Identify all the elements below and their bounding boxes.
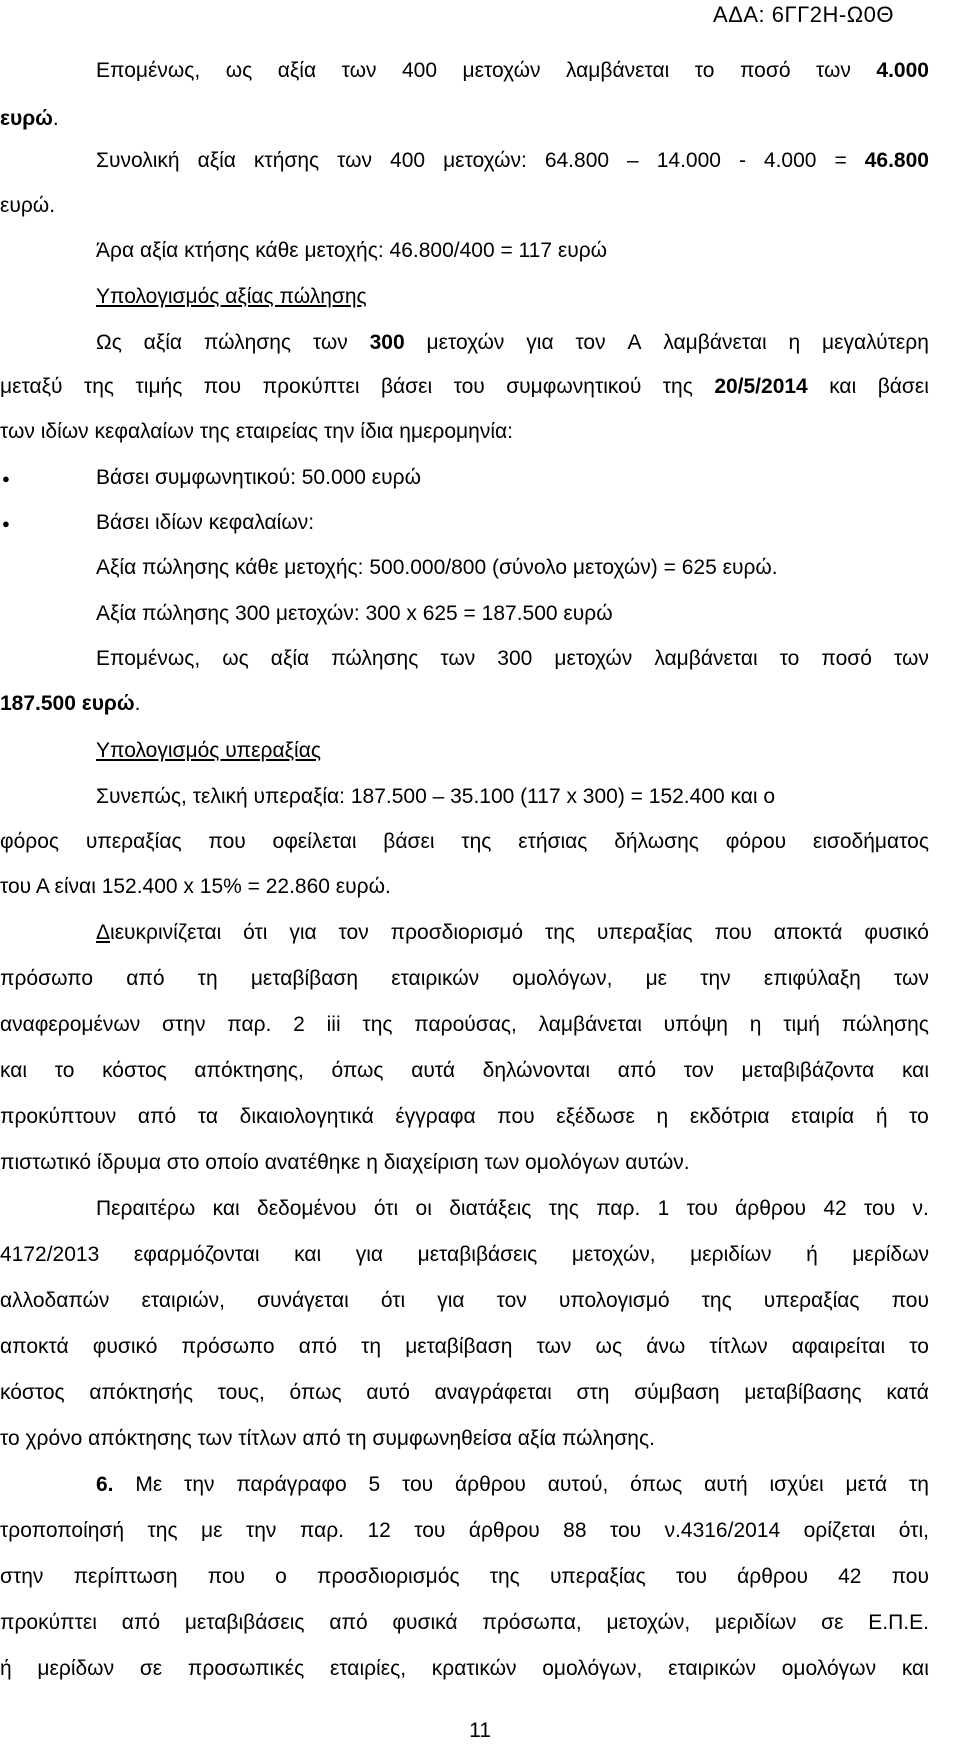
text-line: το χρόνο απόκτησης των τίτλων από τη συμφωνηθείσα αξία πώλησης. [0,1427,655,1450]
text-line: μεταξύ της τιμής που προκύπτει βάσει του συμφωνητικού της 20/5/2014 και βάσει [0,375,929,398]
text-line: αλλοδαπών εταιριών, συνάγεται ότι για τον υπολογισμό της υπεραξίας που [0,1289,929,1312]
text-line: ή μερίδων σε προσωπικές εταιρίες, κρατικών ομολόγων, εταιρικών ομολόγων και [0,1657,929,1680]
bullet-icon: ● [2,516,10,531]
text-line: τροποποίησή της με την παρ. 12 του άρθρου 88 του ν.4316/2014 ορίζεται ότι, [0,1519,929,1542]
text-line: στην περίπτωση που ο προσδιορισμός της υπεραξίας του άρθρου 42 που [0,1565,929,1588]
text-line: 6. Με την παράγραφο 5 του άρθρου αυτού, όπως αυτή ισχύει μετά τη [96,1473,929,1496]
text-line: 187.500 ευρώ. [0,692,141,715]
page-number: 11 [469,1719,491,1742]
text-line: αναφερομένων στην παρ. 2 iii της παρούσας, λαμβάνεται υπόψη η τιμή πώλησης [0,1013,929,1036]
text-line: του Α είναι 152.400 x 15% = 22.860 ευρώ. [0,875,391,898]
text-line: των ιδίων κεφαλαίων της εταιρείας την ίδια ημερομηνία: [0,420,513,443]
text-line: Βάσει ιδίων κεφαλαίων: [96,511,315,534]
text-line: Επομένως, ως αξία των 400 μετοχών λαμβάνεται το ποσό των 4.000 [96,59,929,82]
ada-header: ΑΔΑ: 6ΓΓ2Η-Ω0Θ [713,2,894,27]
text-line: προκύπτει από μεταβιβάσεις από φυσικά πρόσωπα, μετοχών, μεριδίων σε Ε.Π.Ε. [0,1611,929,1634]
text-line: Συνεπώς, τελική υπεραξία: 187.500 – 35.100 (117 x 300) = 152.400 και ο [96,785,776,808]
text-line: Περαιτέρω και δεδομένου ότι οι διατάξεις της παρ. 1 του άρθρου 42 του ν. [96,1197,929,1220]
text-line: Επομένως, ως αξία πώλησης των 300 μετοχών λαμβάνεται το ποσό των [96,647,929,670]
text-line: προκύπτουν από τα δικαιολογητικά έγγραφα που εξέδωσε η εκδότρια εταιρία ή το [0,1105,929,1128]
text-line: Αξία πώλησης 300 μετοχών: 300 x 625 = 187.500 ευρώ [96,602,613,625]
bullet-icon: ● [2,471,10,486]
text-line: πρόσωπο από τη μεταβίβαση εταιρικών ομολόγων, με την επιφύλαξη των [0,967,929,990]
text-line: Συνολική αξία κτήσης των 400 μετοχών: 64.800 – 14.000 - 4.000 = 46.800 [96,149,929,172]
text-line: αποκτά φυσικό πρόσωπο από τη μεταβίβαση των ως άνω τίτλων αφαιρείται το [0,1335,929,1358]
text-line: ευρώ. [0,107,59,130]
text-line: φόρος υπεραξίας που οφείλεται βάσει της ετήσιας δήλωσης φόρου εισοδήματος [0,830,929,853]
text-line: ευρώ. [0,194,56,217]
text-line: κόστος απόκτησής τους, όπως αυτό αναγράφεται στη σύμβαση μεταβίβασης κατά [0,1381,929,1404]
text-line: Ως αξία πώλησης των 300 μετοχών για τον Α λαμβάνεται η μεγαλύτερη [96,331,929,354]
text-line: και το κόστος απόκτησης, όπως αυτά δηλώνονται από τον μεταβιβάζοντα και [0,1059,929,1082]
text-line: Βάσει συμφωνητικού: 50.000 ευρώ [96,466,421,489]
text-line: Υπολογισμός υπεραξίας [96,739,321,762]
text-line: Άρα αξία κτήσης κάθε μετοχής: 46.800/400 = 117 ευρώ [96,239,608,262]
text-line: 4172/2013 εφαρμόζονται και για μεταβιβάσεις μετοχών, μεριδίων ή μερίδων [0,1243,929,1266]
text-line: Υπολογισμός αξίας πώλησης [96,285,367,308]
text-line: Αξία πώλησης κάθε μετοχής: 500.000/800 (σύνολο μετοχών) = 625 ευρώ. [96,556,778,579]
text-line: πιστωτικό ίδρυμα στο οποίο ανατέθηκε η διαχείριση των ομολόγων αυτών. [0,1151,690,1174]
text-line: Διευκρινίζεται ότι για τον προσδιορισμό της υπεραξίας που αποκτά φυσικό [96,921,929,944]
